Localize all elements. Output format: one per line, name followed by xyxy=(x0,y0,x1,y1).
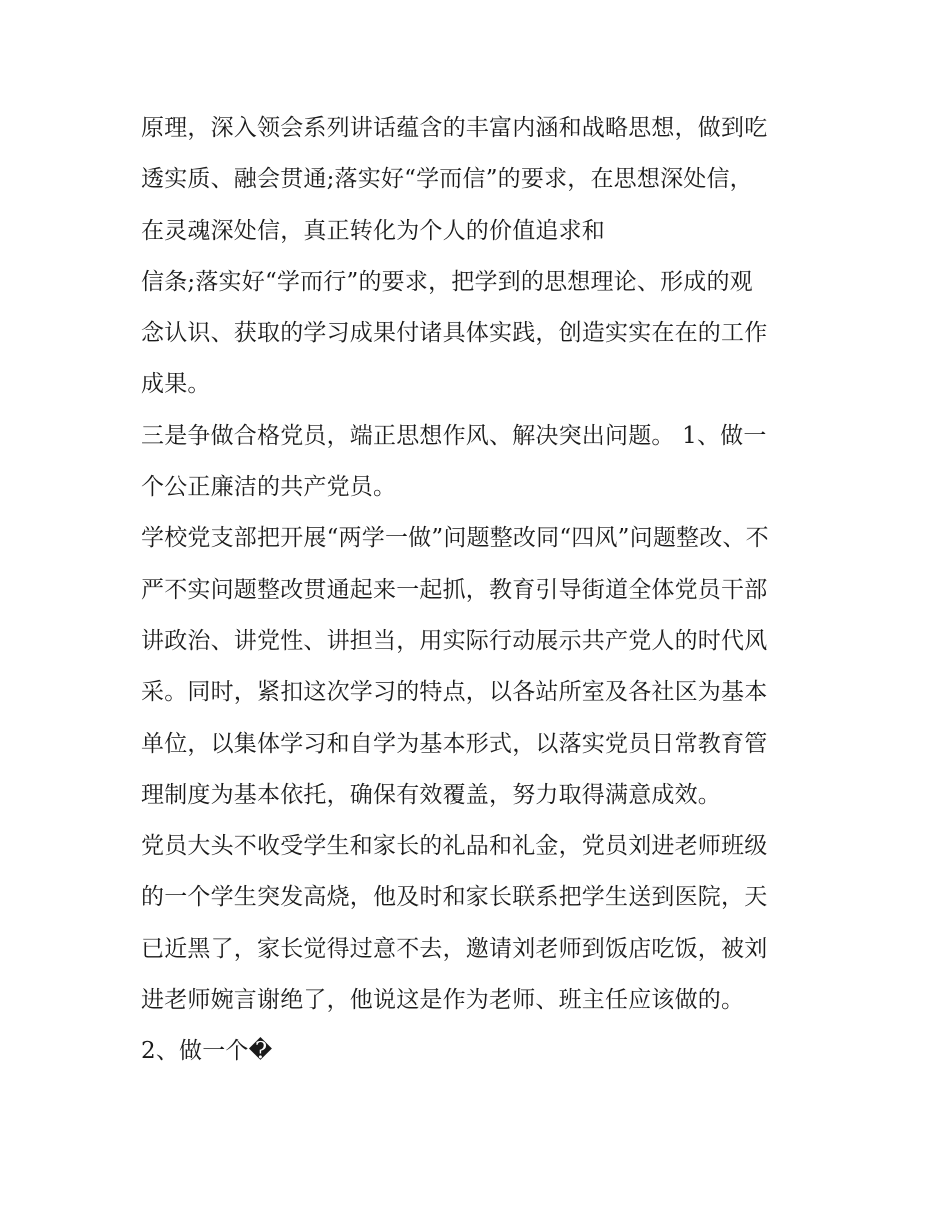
text-line: 成果。 xyxy=(141,371,211,398)
text-line: 严不实问题整改贯通起来一起抓，教育引导街道全体党员干部 xyxy=(141,576,768,603)
text-line: 原理，深入领会系列讲话蕴含的丰富内涵和战略思想，做到吃 xyxy=(141,115,768,141)
text-line: 三是争做合格党员，端正思想作风、解决突出问题。 1、做一 xyxy=(141,422,767,449)
text-line: 念认识、获取的学习成果付诸具体实践，创造实实在在的工作 xyxy=(141,320,768,347)
text-line: 透实质、融会贯通;落实好“学而信”的要求，在思想深处信， xyxy=(141,166,753,193)
text-line: 信条;落实好“学而行”的要求，把学到的思想理论、形成的观 xyxy=(141,268,753,295)
text-line: 学校党支部把开展“两学一做”问题整改同“四风”问题整改、不 xyxy=(141,525,769,552)
text-line: 单位，以集体学习和自学为基本形式，以落实党员日常教育管 xyxy=(141,730,768,757)
text-line: 已近黑了，家长觉得过意不去，邀请刘老师到饭店吃饭，被刘 xyxy=(141,935,768,962)
text-line: 在灵魂深处信，真正转化为个人的价值追求和 xyxy=(141,217,605,244)
text-line: 采。同时，紧扣这次学习的特点，以各站所室及各社区为基本 xyxy=(141,679,768,706)
text-line: 的一个学生突发高烧，他及时和家长联系把学生送到医院，天 xyxy=(141,884,768,911)
text-line: 理制度为基本依托，确保有效覆盖，努力取得满意成效。 xyxy=(141,781,721,808)
text-line: 个公正廉洁的共产党员。 xyxy=(141,474,397,501)
text-line: 进老师婉言谢绝了，他说这是作为老师、班主任应该做的。 xyxy=(141,987,745,1014)
document-body xyxy=(141,103,821,1078)
text-line: 讲政治、讲党性、讲担当，用实际行动展示共产党人的时代风 xyxy=(141,627,768,654)
text-line: 2、做一个� xyxy=(141,1038,273,1065)
text-line: 党员大头不收受学生和家长的礼品和礼金，党员刘进老师班级 xyxy=(141,833,768,860)
